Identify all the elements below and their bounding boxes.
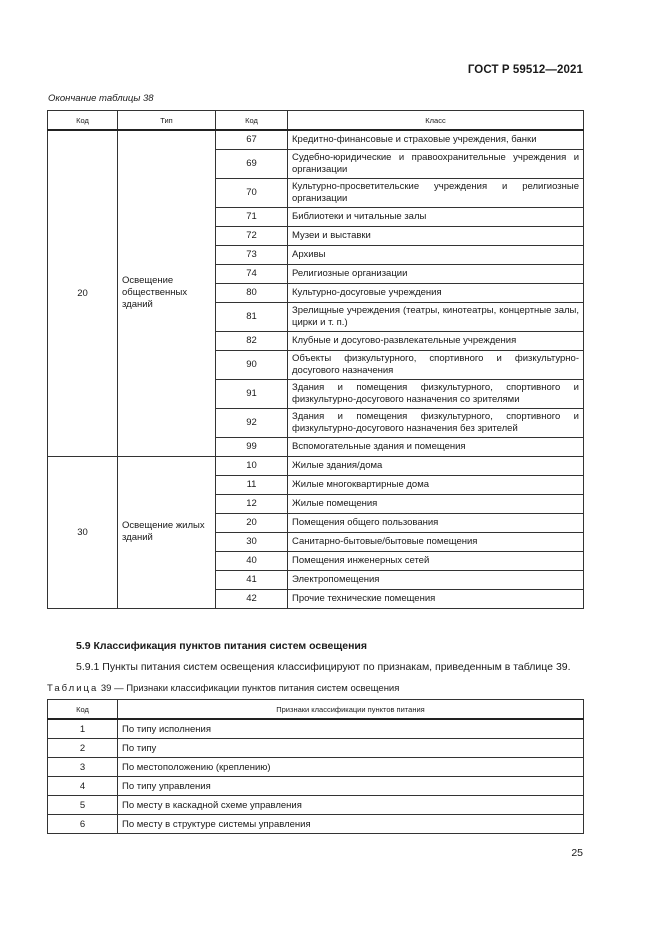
class-name: Здания и помещения физкультурного, спортивного и физкультурно-досугового назначения со зрителями [288,379,584,408]
feature-code: 2 [48,739,118,758]
class-code: 91 [216,379,288,408]
table-row [48,796,584,815]
column-header: Код [216,111,288,131]
class-name: Объекты физкультурного, спортивного и физкультурно-досугового назначения [288,350,584,379]
feature-code: 1 [48,719,118,739]
class-name: Зрелищные учреждения (театры, кинотеатры, концертные залы, цирки и т. п.) [288,302,584,331]
feature-name: По местоположению (креплению) [118,758,584,777]
class-name: Здания и помещения физкультурного, спортивного и физкультурно-досугового назначения без зрителей [288,408,584,437]
column-header: Признаки классификации пунктов питания [118,700,584,720]
class-name: Санитарно-бытовые/бытовые помещения [288,532,584,551]
group-code: 30 [48,456,118,608]
table-39 [47,699,584,834]
feature-code: 3 [48,758,118,777]
class-name: Судебно-юридические и правоохранительные учреждения и организации [288,149,584,178]
table-row [48,777,584,796]
class-code: 69 [216,149,288,178]
class-code: 20 [216,513,288,532]
class-code: 82 [216,331,288,350]
table-row [48,130,584,149]
table-row [48,739,584,758]
class-name: Библиотеки и читальные залы [288,207,584,226]
feature-code: 4 [48,777,118,796]
class-name: Жилые многоквартирные дома [288,475,584,494]
class-code: 74 [216,264,288,283]
table-39-caption [47,683,399,694]
class-code: 90 [216,350,288,379]
class-code: 40 [216,551,288,570]
class-code: 92 [216,408,288,437]
feature-code: 6 [48,815,118,834]
class-name: Жилые здания/дома [288,456,584,475]
table-38-caption: Окончание таблицы 38 [48,93,154,104]
group-type: Освещение жилых зданий [118,456,216,608]
class-code: 11 [216,475,288,494]
class-code: 81 [216,302,288,331]
table-39-caption-word: Таблица [47,683,99,694]
class-code: 71 [216,207,288,226]
feature-name: По типу [118,739,584,758]
group-type: Освещение общественных зданий [118,130,216,456]
table-38 [47,110,584,609]
class-code: 80 [216,283,288,302]
class-name: Жилые помещения [288,494,584,513]
class-name: Помещения общего пользования [288,513,584,532]
class-code: 12 [216,494,288,513]
class-code: 72 [216,226,288,245]
class-code: 67 [216,130,288,149]
class-name: Прочие технические помещения [288,589,584,608]
class-name: Культурно-досуговые учреждения [288,283,584,302]
feature-name: По месту в каскадной схеме управления [118,796,584,815]
class-name: Кредитно-финансовые и страховые учреждения, банки [288,130,584,149]
class-code: 99 [216,437,288,456]
feature-name: По типу исполнения [118,719,584,739]
column-header: Класс [288,111,584,131]
table-39-header-row [48,700,584,720]
class-name: Помещения инженерных сетей [288,551,584,570]
class-name: Вспомогательные здания и помещения [288,437,584,456]
class-name: Архивы [288,245,584,264]
table-row [48,719,584,739]
table-row [48,758,584,777]
class-code: 70 [216,178,288,207]
page-number: 25 [571,847,583,859]
table-38-header-row [48,111,584,131]
class-name: Электропомещения [288,570,584,589]
feature-name: По типу управления [118,777,584,796]
class-code: 30 [216,532,288,551]
document-id: ГОСТ Р 59512—2021 [467,64,583,76]
feature-code: 5 [48,796,118,815]
class-code: 42 [216,589,288,608]
column-header: Тип [118,111,216,131]
feature-name: По месту в структуре системы управления [118,815,584,834]
table-39-caption-text: 39 — Признаки классификации пунктов питания систем освещения [98,683,400,694]
column-header: Код [48,111,118,131]
group-code: 20 [48,130,118,456]
class-code: 10 [216,456,288,475]
class-name: Культурно-просветительские учреждения и религиозные организации [288,178,584,207]
class-name: Музеи и выставки [288,226,584,245]
table-row [48,456,584,475]
class-name: Религиозные организации [288,264,584,283]
section-paragraph: 5.9.1 Пункты питания систем освещения классифицируют по признакам, приведенным в таблице 39. [76,661,571,673]
class-name: Клубные и досугово-развлекательные учреждения [288,331,584,350]
class-code: 41 [216,570,288,589]
table-row [48,815,584,834]
class-code: 73 [216,245,288,264]
column-header: Код [48,700,118,720]
section-title: 5.9 Классификация пунктов питания систем освещения [76,640,368,652]
